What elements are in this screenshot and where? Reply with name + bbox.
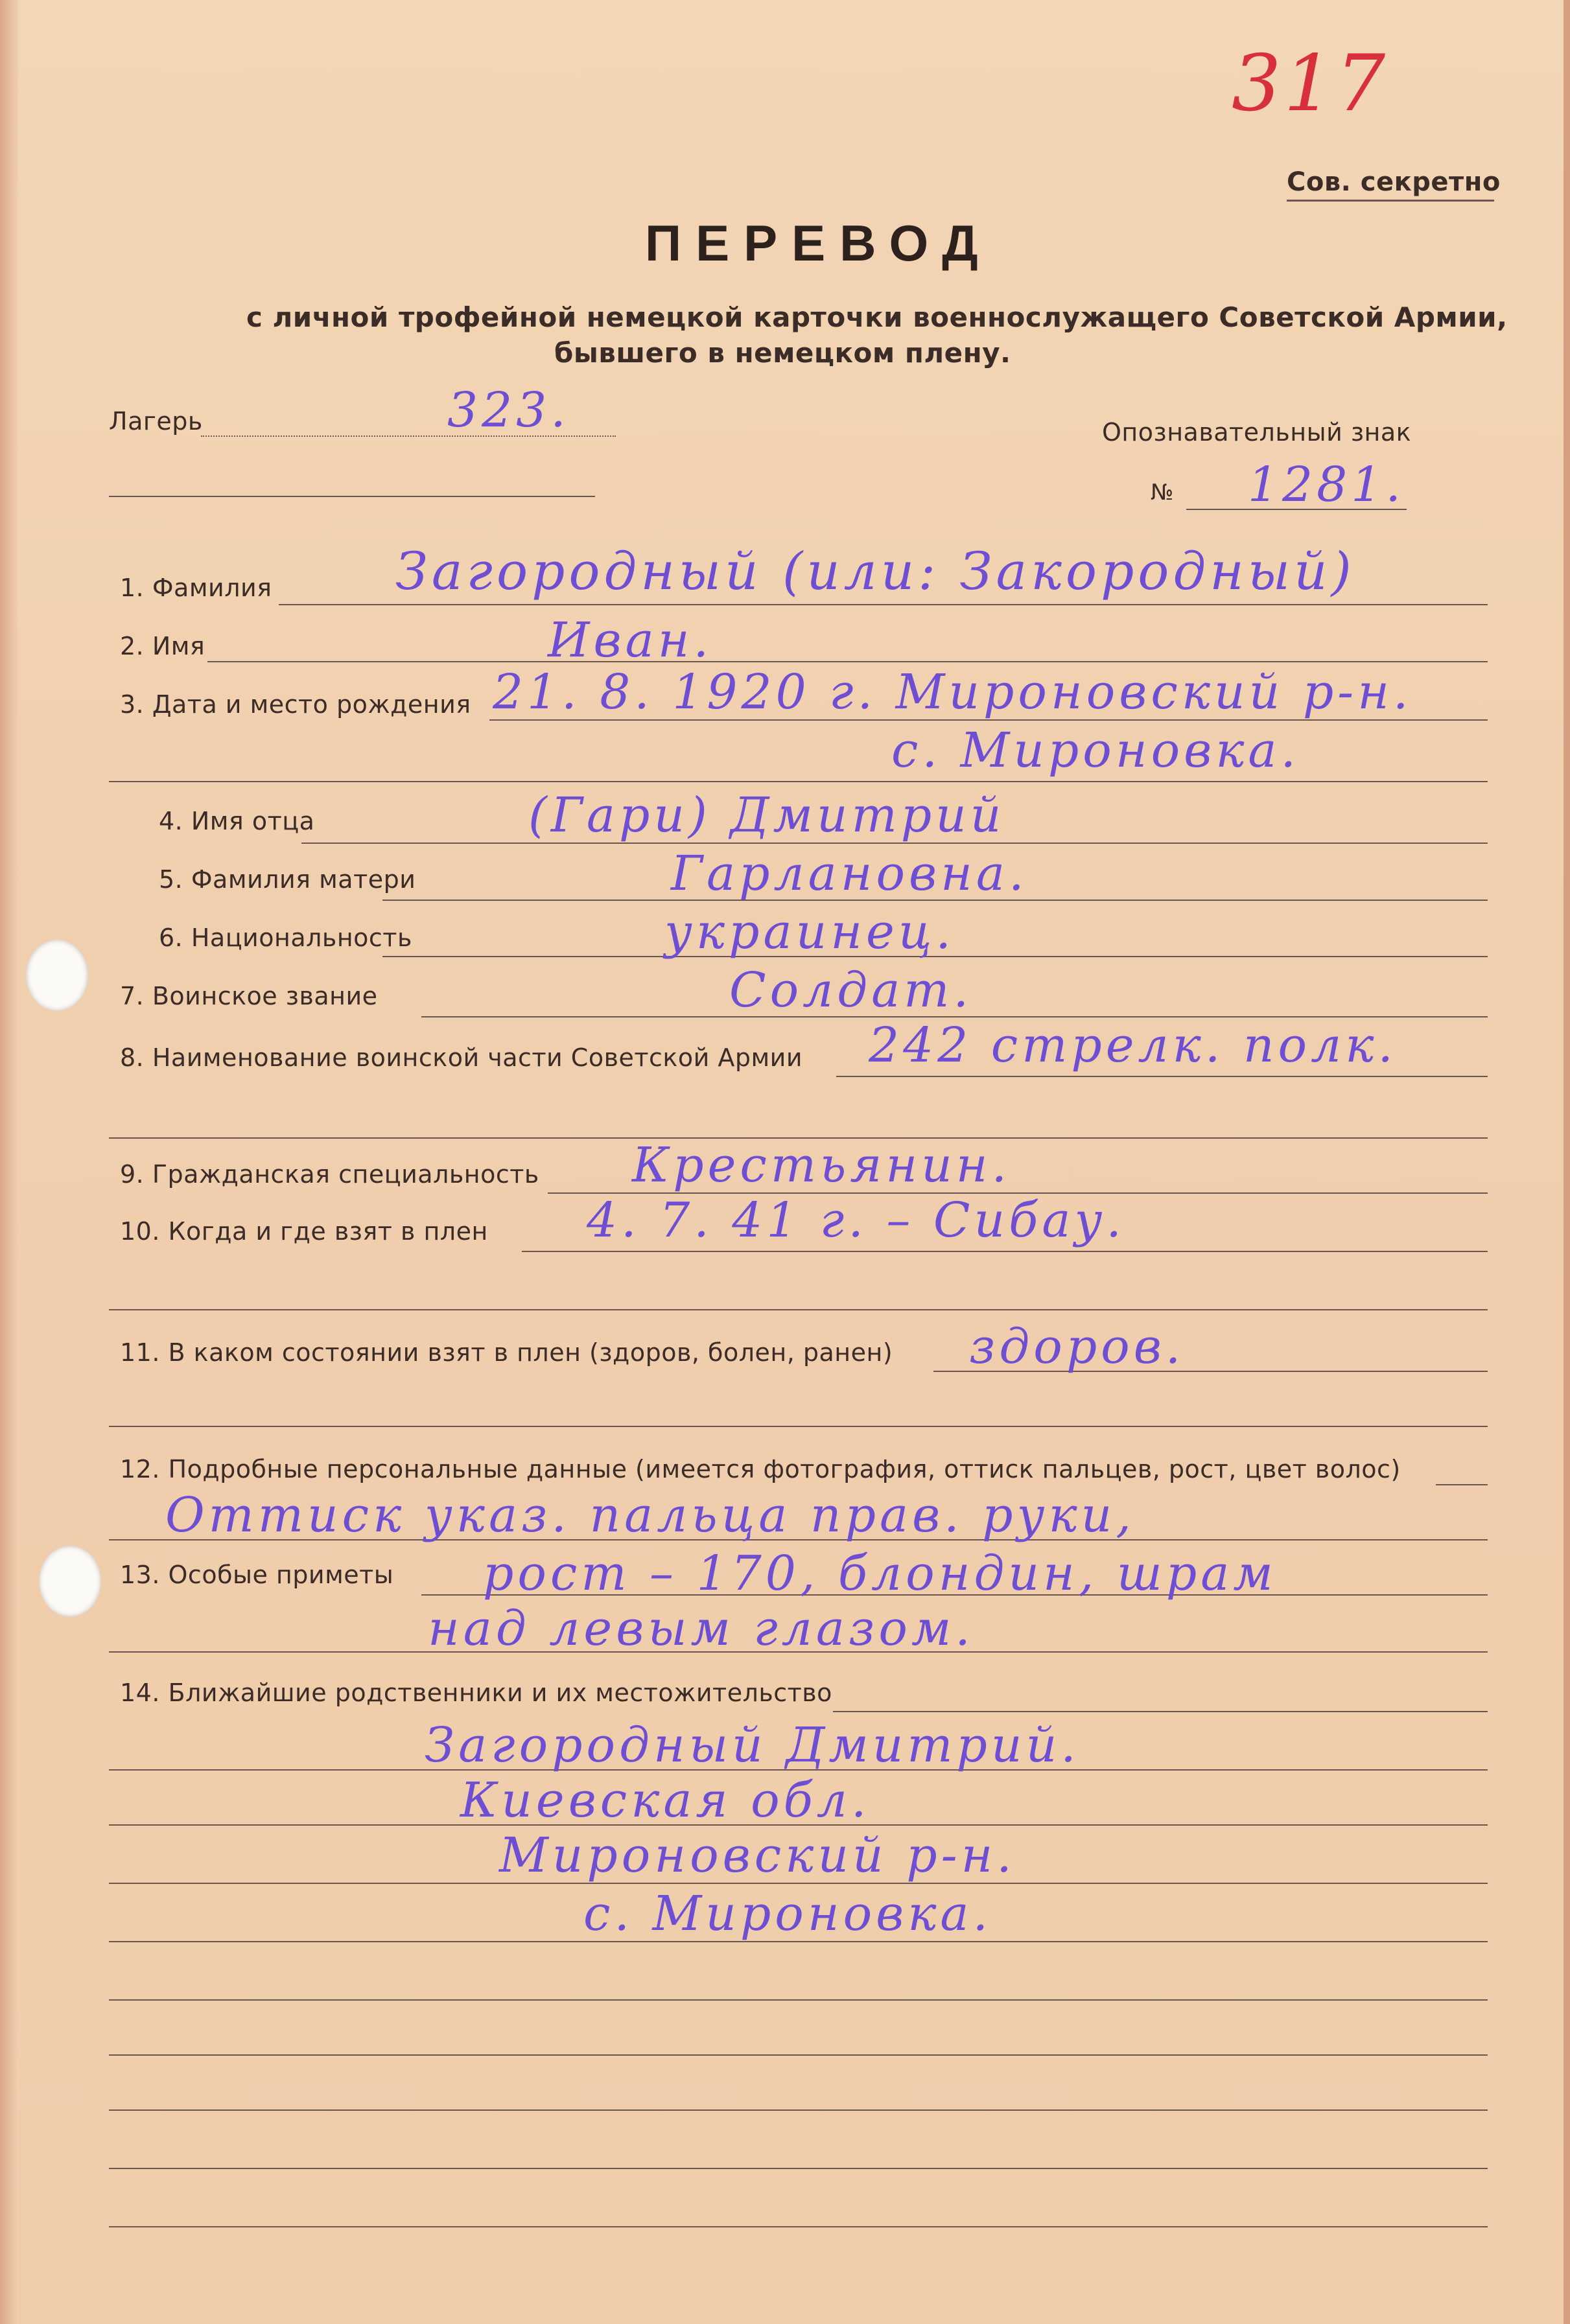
page-title: ПЕРЕВОД bbox=[645, 215, 992, 272]
field-14-value-4: с. Мироновка. bbox=[583, 1886, 992, 1942]
field-1-label: 1. Фамилия bbox=[120, 574, 272, 602]
field-9-label: 9. Гражданская специальность bbox=[120, 1160, 539, 1189]
field-14-value-3: Мироновский р-н. bbox=[499, 1828, 1016, 1883]
field-14-line-10 bbox=[109, 2226, 1488, 2227]
punch-hole-lower bbox=[39, 1546, 101, 1617]
field-12-label: 12. Подробные персональные данные (имеется фотография, оттиск пальцев, рост, цвет волос) bbox=[120, 1455, 1401, 1483]
id-tag-label: Опознавательный знак bbox=[1102, 418, 1412, 447]
field-11-label: 11. В каком состоянии взят в плен (здоров, болен, ранен) bbox=[120, 1338, 893, 1367]
paper-edge-right bbox=[1564, 0, 1570, 2324]
field-13-value: рост – 170, блондин, шрам bbox=[483, 1546, 1277, 1601]
field-10-label: 10. Когда и где взят в плен bbox=[120, 1217, 488, 1246]
field-2-line bbox=[207, 661, 1488, 662]
field-14-line-9 bbox=[109, 2168, 1488, 2169]
field-6-label: 6. Национальность bbox=[159, 924, 412, 952]
field-2-value: Иван. bbox=[548, 612, 712, 668]
field-1-value: Загородный (или: Закородный) bbox=[395, 541, 1355, 601]
field-2-label: 2. Имя bbox=[120, 632, 205, 660]
field-3-line-2 bbox=[109, 781, 1488, 782]
field-14-value-2: Киевская обл. bbox=[460, 1772, 871, 1828]
field-7-label: 7. Воинское звание bbox=[120, 982, 378, 1010]
field-14-line-8 bbox=[109, 2109, 1488, 2111]
field-14-label: 14. Ближайшие родственники и их местожительство bbox=[120, 1679, 832, 1707]
field-6-value: украинец. bbox=[664, 904, 955, 960]
subtitle-line-2: бывшего в немецком плену. bbox=[554, 337, 1011, 369]
field-3-value: 21. 8. 1920 г. Мироновский р-н. bbox=[493, 664, 1412, 720]
blank-line-under-camp bbox=[109, 496, 595, 497]
id-number-prefix: № bbox=[1151, 480, 1174, 505]
field-14-line bbox=[833, 1711, 1488, 1712]
field-9-value: Крестьянин. bbox=[632, 1137, 1011, 1193]
subtitle-line-1: с личной трофейной немецкой карточки военнослужащего Советской Армии, bbox=[246, 301, 1508, 333]
field-13-value-2: над левым глазом. bbox=[428, 1601, 974, 1656]
field-14-value-1: Загородный Дмитрий. bbox=[425, 1717, 1080, 1773]
field-3-label: 3. Дата и место рождения bbox=[120, 690, 471, 719]
field-10-line bbox=[522, 1251, 1488, 1252]
field-14-line-6 bbox=[109, 1999, 1488, 2001]
camp-label: Лагерь bbox=[109, 407, 203, 436]
archive-number: 317 bbox=[1232, 39, 1388, 129]
field-4-label: 4. Имя отца bbox=[159, 807, 315, 835]
field-5-value: Гарлановна. bbox=[671, 846, 1028, 901]
field-10-line-2 bbox=[109, 1309, 1488, 1310]
field-12-line bbox=[1436, 1484, 1488, 1485]
field-13-label: 13. Особые приметы bbox=[120, 1561, 394, 1589]
paper-edge-left bbox=[0, 0, 18, 2324]
field-1-line bbox=[279, 604, 1488, 605]
field-12-value: Оттиск указ. пальца прав. руки, bbox=[165, 1487, 1135, 1543]
punch-hole-upper bbox=[26, 940, 88, 1011]
classification-underline bbox=[1287, 200, 1494, 202]
field-11-value: здоров. bbox=[969, 1319, 1185, 1375]
field-3-value-2: с. Мироновка. bbox=[891, 723, 1300, 778]
classification-stamp: Сов. секретно bbox=[1287, 167, 1501, 197]
field-11-line-2 bbox=[109, 1426, 1488, 1427]
field-8-label: 8. Наименование воинской части Советской Армии bbox=[120, 1043, 803, 1072]
camp-value: 323. bbox=[447, 382, 570, 438]
field-4-value: (Гари) Дмитрий bbox=[528, 787, 1005, 843]
field-8-value: 242 стрелк. полк. bbox=[869, 1017, 1397, 1073]
field-14-line-7 bbox=[109, 2054, 1488, 2056]
field-7-value: Солдат. bbox=[729, 962, 972, 1018]
field-5-label: 5. Фамилия матери bbox=[159, 865, 416, 894]
id-number-value: 1281. bbox=[1248, 457, 1405, 513]
field-10-value: 4. 7. 41 г. – Сибау. bbox=[587, 1192, 1125, 1248]
field-8-line bbox=[836, 1076, 1488, 1077]
